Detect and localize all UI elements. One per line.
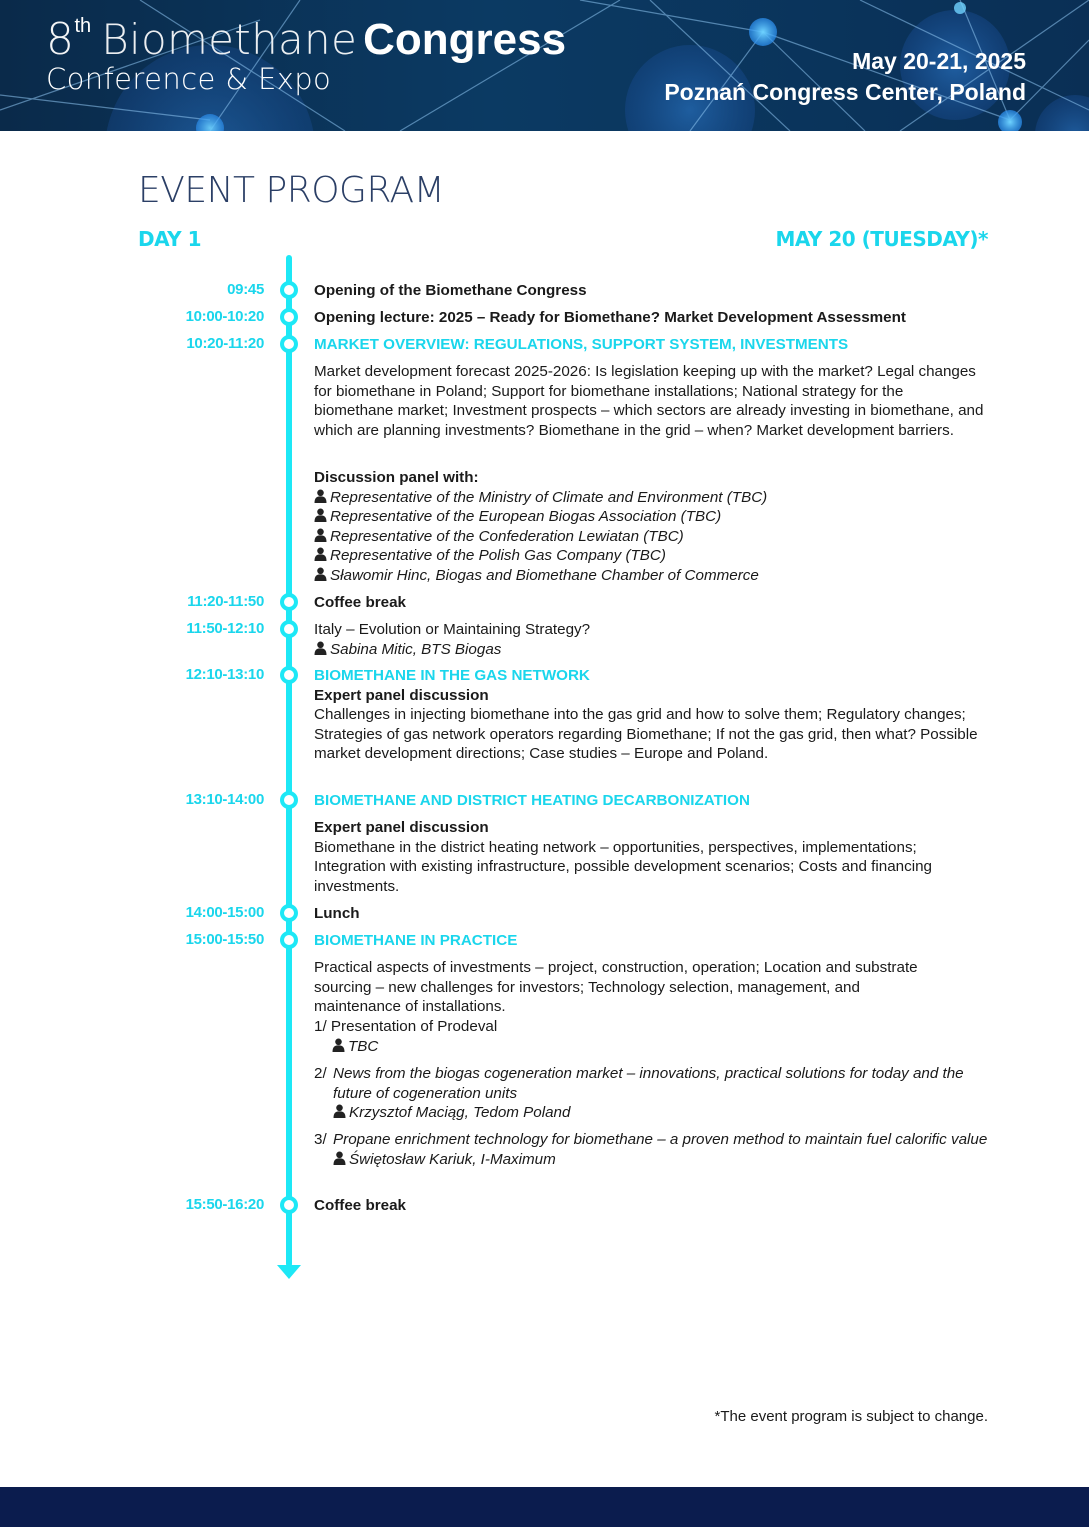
session-time: 15:50-16:20 bbox=[185, 1196, 264, 1213]
header-banner bbox=[0, 0, 1089, 131]
panelist-name: Representative of the Confederation Lewiatan (TBC) bbox=[330, 527, 684, 545]
event-date: May 20-21, 2025 bbox=[852, 48, 1026, 74]
timeline-line bbox=[286, 255, 292, 1267]
arrow-down-icon bbox=[277, 1265, 301, 1279]
panelist bbox=[314, 566, 994, 586]
footer-bar bbox=[0, 1487, 1089, 1527]
timeline-dot-icon bbox=[280, 335, 298, 353]
speaker bbox=[314, 1037, 994, 1057]
timeline-dot-icon bbox=[280, 281, 298, 299]
session-description: Market development forecast 2025-2026: Is legislation keeping up with the market? Legal changes for biomethane in Poland; Support for biomethane installations; National strategy for the biomethane market; Investment prospects – which sectors are already investing in biomethane, and which are planning investments? Biomethane in the grid – when? Market development barriers. bbox=[314, 363, 984, 439]
session-time: 11:50-12:10 bbox=[186, 620, 264, 637]
session-time: 13:10-14:00 bbox=[185, 791, 264, 808]
speaker bbox=[314, 1103, 994, 1123]
talk-number: 2/ bbox=[314, 1065, 327, 1082]
session-time: 11:20-11:50 bbox=[187, 593, 264, 610]
session-description: Practical aspects of investments – project, construction, operation; Location and substrate sourcing – new challenges for investors; Technology selection, management, and maintenance of installations. bbox=[314, 959, 918, 1016]
person-icon bbox=[314, 547, 327, 561]
session-subheading: Expert panel discussion bbox=[314, 686, 489, 704]
talk-number: 1/ bbox=[314, 1018, 327, 1035]
session-block bbox=[314, 666, 986, 764]
brand-subtitle: Conference & Expo bbox=[46, 62, 332, 96]
panelist-name: Representative of the Ministry of Climate and Environment (TBC) bbox=[330, 488, 768, 506]
talk-title: News from the biogas cogeneration market – innovations, practical solutions for today and the future of cogeneration units bbox=[333, 1065, 964, 1102]
speaker bbox=[314, 1150, 994, 1170]
talk-number: 3/ bbox=[314, 1131, 327, 1148]
session-title: Coffee break bbox=[314, 1197, 407, 1214]
person-icon bbox=[314, 641, 327, 655]
session-time: 09:45 bbox=[227, 281, 264, 298]
session-title: Italy – Evolution or Maintaining Strategy? bbox=[314, 621, 591, 638]
person-icon bbox=[332, 1038, 345, 1052]
session-description: Biomethane in the district heating network – opportunities, perspectives, implementations; Integration with existing infrastructure, possible development scenarios; Costs and financing investments. bbox=[314, 838, 932, 895]
person-icon bbox=[314, 489, 327, 503]
speaker-name: Świętosław Kariuk, I-Maximum bbox=[349, 1150, 556, 1168]
speaker-name: TBC bbox=[348, 1037, 379, 1055]
talk-item bbox=[314, 1130, 994, 1169]
talk-item bbox=[314, 1064, 994, 1123]
talk-title: Propane enrichment technology for biomethane – a proven method to maintain fuel calorific value bbox=[333, 1131, 988, 1148]
session-description: Challenges in injecting biomethane into the gas grid and how to solve them; Regulatory changes; Strategies of gas network operators regarding Biomethane; If not the gas grid, then what? Possible market development directions; Case studies – Europe and Poland. bbox=[314, 706, 978, 763]
panelist-name: Representative of the Polish Gas Company (TBC) bbox=[330, 547, 666, 565]
session-title: Coffee break bbox=[314, 594, 407, 611]
speaker-name: Krzysztof Maciąg, Tedom Poland bbox=[349, 1104, 571, 1122]
session-title: MARKET OVERVIEW: REGULATIONS, SUPPORT SYSTEM, INVESTMENTS bbox=[314, 336, 849, 353]
session-title: BIOMETHANE AND DISTRICT HEATING DECARBONIZATION bbox=[314, 792, 750, 809]
brand-biomethane: Biomethane bbox=[101, 15, 358, 64]
speaker bbox=[314, 640, 994, 660]
session-time: 10:20-11:20 bbox=[186, 335, 264, 352]
panelist-name: Representative of the European Biogas Association (TBC) bbox=[330, 508, 722, 526]
session-subheading: Expert panel discussion bbox=[314, 819, 489, 836]
session-block bbox=[314, 620, 994, 659]
talk-title: Presentation of Prodeval bbox=[330, 1018, 498, 1035]
session-title: Opening of the Biomethane Congress bbox=[314, 282, 587, 299]
session-block bbox=[314, 818, 974, 896]
panelist bbox=[314, 546, 994, 566]
timeline-dot-icon bbox=[280, 308, 298, 326]
person-icon bbox=[314, 508, 327, 522]
panelist-name: Sławomir Hinc, Biogas and Biomethane Chamber of Commerce bbox=[330, 566, 759, 584]
talk-item bbox=[314, 1017, 994, 1056]
session-time: 15:00-15:50 bbox=[185, 931, 264, 948]
timeline-dot-icon bbox=[280, 593, 298, 611]
panelist bbox=[314, 527, 994, 547]
day-label: DAY 1 bbox=[138, 227, 202, 251]
footnote: *The event program is subject to change. bbox=[714, 1408, 988, 1425]
session-time: 14:00-15:00 bbox=[185, 904, 264, 921]
panelist bbox=[314, 507, 994, 527]
session-title: Opening lecture: 2025 – Ready for Biomethane? Market Development Assessment bbox=[314, 309, 906, 326]
timeline-dot-icon bbox=[280, 791, 298, 809]
person-icon bbox=[314, 528, 327, 542]
edition-suffix: th bbox=[74, 15, 92, 37]
person-icon bbox=[333, 1104, 346, 1118]
page-title: EVENT PROGRAM bbox=[138, 170, 445, 211]
person-icon bbox=[314, 567, 327, 581]
panel-heading: Discussion panel with: bbox=[314, 469, 479, 486]
session-time: 12:10-13:10 bbox=[185, 666, 264, 683]
session-title: Lunch bbox=[314, 905, 360, 922]
congress-brand bbox=[46, 14, 566, 65]
timeline-dot-icon bbox=[280, 666, 298, 684]
brand-congress: Congress bbox=[363, 15, 567, 64]
timeline-dot-icon bbox=[280, 1196, 298, 1214]
timeline-dot-icon bbox=[280, 620, 298, 638]
person-icon bbox=[333, 1151, 346, 1165]
session-time: 10:00-10:20 bbox=[185, 308, 264, 325]
event-venue: Poznań Congress Center, Poland bbox=[664, 79, 1026, 105]
session-title: BIOMETHANE IN THE GAS NETWORK bbox=[314, 667, 590, 684]
timeline-dot-icon bbox=[280, 904, 298, 922]
panel-block bbox=[314, 468, 994, 586]
session-title: BIOMETHANE IN PRACTICE bbox=[314, 932, 518, 949]
speaker-name: Sabina Mitic, BTS Biogas bbox=[330, 640, 502, 658]
day-date: MAY 20 (TUESDAY)* bbox=[775, 227, 988, 251]
timeline-dot-icon bbox=[280, 931, 298, 949]
edition-number: 8 bbox=[46, 14, 75, 65]
panelist bbox=[314, 488, 994, 508]
